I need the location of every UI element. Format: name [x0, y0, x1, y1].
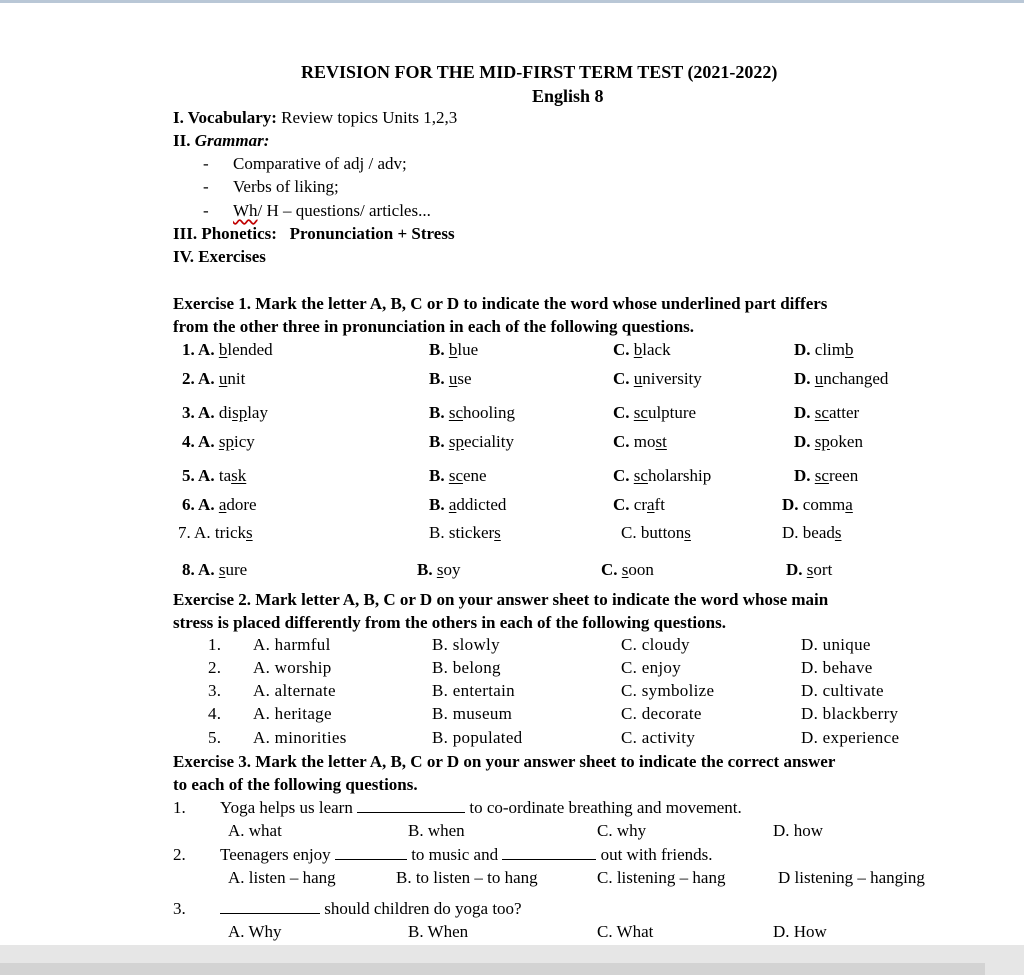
- ex1-q6-option-a: adore: [218, 495, 257, 514]
- vocabulary-text: Review topics Units 1,2,3: [276, 108, 458, 127]
- ex2-q3-number: 3.: [208, 681, 222, 700]
- ex2-q4-number: 4.: [208, 704, 222, 723]
- grammar-item-3: [233, 200, 431, 222]
- ex3-q2-option-a: A. listen – hang: [228, 868, 336, 887]
- ex2-q2-option-a: A. worship: [253, 658, 332, 677]
- ex3-q2-option-b: B. to listen – to hang: [396, 868, 538, 887]
- ex3-q1-after: to co-ordinate breathing and movement.: [465, 798, 742, 817]
- ex1-q5-number: 5. A. task: [182, 466, 247, 485]
- exercises-heading: IV. Exercises: [173, 247, 266, 266]
- ex1-q8-option-c: C. soon: [601, 560, 654, 579]
- ex1-q2-option-b: B. use: [429, 369, 472, 388]
- vocabulary-line: [173, 107, 457, 129]
- ex2-q1-option-d: D. unique: [801, 635, 871, 654]
- exercise3-instruction-line1: Exercise 3. Mark the letter A, B, C or D on your answer sheet to indicate the correct answer: [173, 752, 836, 771]
- ex1-q8-number: 8. A. sure: [182, 560, 248, 579]
- grammar-item-2: Verbs of liking;: [233, 177, 339, 196]
- ex1-q3-option-a: display: [218, 403, 268, 422]
- ex3-q3-blank: [220, 899, 320, 914]
- ex1-q7-option-a: tricks: [214, 523, 253, 542]
- ex1-q5-option-a: task: [218, 466, 247, 485]
- ex3-q2-before: Teenagers enjoy: [220, 845, 335, 864]
- horizontal-scrollbar-track[interactable]: [0, 945, 1024, 975]
- ex1-q4-option-b: B. speciality: [429, 432, 514, 451]
- ex2-q5-option-a: A. minorities: [253, 728, 347, 747]
- grammar-bullet-3: -: [203, 201, 209, 220]
- exercise2-instruction-line1: Exercise 2. Mark letter A, B, C or D on your answer sheet to indicate the word whose main: [173, 590, 829, 609]
- ex2-q1-number: 1.: [208, 635, 222, 654]
- ex3-q2-after: out with friends.: [596, 845, 713, 864]
- ex3-q2-option-d: D listening – hanging: [778, 868, 925, 887]
- ex1-q2-option-a: unit: [218, 369, 246, 388]
- phonetics-text: Pronunciation + Stress: [289, 224, 455, 243]
- ex3-q1-option-b: B. when: [408, 821, 465, 840]
- exercise1-instruction-line1: Exercise 1. Mark the letter A, B, C or D to indicate the word whose underlined part differs: [173, 294, 828, 313]
- ex1-q7-option-b: B. stickers: [429, 523, 501, 542]
- page-subtitle: English 8: [532, 86, 604, 106]
- grammar-bullet-1: -: [203, 154, 209, 173]
- exercise2-instruction-line2: stress is placed differently from the others in each of the following questions.: [173, 613, 726, 632]
- grammar-heading: [173, 130, 269, 152]
- ex1-q1-option-d: D. climb: [794, 340, 854, 359]
- ex3-q1-stem: [220, 797, 742, 819]
- ex1-q4-option-c: C. most: [613, 432, 667, 451]
- ex1-q1-option-a: blended: [218, 340, 273, 359]
- ex2-q5-number: 5.: [208, 728, 222, 747]
- ex1-q8-option-d: D. sort: [786, 560, 833, 579]
- ex1-q3-option-b: B. schooling: [429, 403, 515, 422]
- ex3-q2-option-c: C. listening – hang: [597, 868, 726, 887]
- ex1-q3-option-d: D. scatter: [794, 403, 860, 422]
- ex3-q3-option-c: C. What: [597, 922, 654, 941]
- ex2-q5-option-c: C. activity: [621, 728, 696, 747]
- exercise3-instruction-line2: to each of the following questions.: [173, 775, 418, 794]
- ex1-q4-option-d: D. spoken: [794, 432, 863, 451]
- ex3-q3-after: should children do yoga too?: [320, 899, 522, 918]
- ex2-q5-option-d: D. experience: [801, 728, 900, 747]
- ex3-q1-before: Yoga helps us learn: [220, 798, 358, 817]
- ex2-q3-option-a: A. alternate: [253, 681, 336, 700]
- ex1-q6-option-b: B. addicted: [429, 495, 507, 514]
- ex2-q4-option-a: A. heritage: [253, 704, 332, 723]
- ex1-q3-option-c: C. sculpture: [613, 403, 697, 422]
- ex1-q5-option-b: B. scene: [429, 466, 487, 485]
- window-top-border: [0, 0, 1024, 3]
- ex1-q1-option-c: C. black: [613, 340, 671, 359]
- ex3-q1-blank: [357, 798, 465, 813]
- ex1-q4-number: 4. A. spicy: [182, 432, 255, 451]
- ex1-q6-option-d: D. comma: [782, 495, 853, 514]
- ex2-q2-option-b: B. belong: [432, 658, 501, 677]
- ex2-q1-option-a: A. harmful: [253, 635, 331, 654]
- grammar-item-3-text: / H – questions/ articles...: [257, 201, 431, 220]
- vocabulary-label: I. Vocabulary:: [173, 108, 277, 127]
- ex1-q7-option-c: C. buttons: [621, 523, 691, 542]
- ex1-q8-option-b: B. soy: [417, 560, 461, 579]
- phonetics-label: III. Phonetics:: [173, 224, 277, 243]
- ex1-q4-option-a: spicy: [218, 432, 255, 451]
- ex2-q2-number: 2.: [208, 658, 222, 677]
- horizontal-scrollbar-thumb[interactable]: [0, 963, 985, 975]
- ex3-q3-option-b: B. When: [408, 922, 469, 941]
- ex3-q2-blank-1: [335, 845, 407, 860]
- ex3-q3-option-d: D. How: [773, 922, 827, 941]
- ex1-q1-option-b: B. blue: [429, 340, 479, 359]
- exercise1-instruction-line2: from the other three in pronunciation in each of the following questions.: [173, 317, 695, 336]
- ex1-q2-number: 2. A. unit: [182, 369, 246, 388]
- ex2-q4-option-d: D. blackberry: [801, 704, 899, 723]
- ex3-q1-number: 1.: [173, 798, 186, 817]
- ex3-q1-option-d: D. how: [773, 821, 824, 840]
- phonetics-heading: [173, 223, 455, 245]
- ex3-q3-number: 3.: [173, 899, 186, 918]
- ex1-q8-option-a: sure: [218, 560, 248, 579]
- grammar-label: II.: [173, 131, 195, 150]
- ex2-q3-option-c: C. symbolize: [621, 681, 715, 700]
- ex1-q7-option-d: D. beads: [782, 523, 842, 542]
- ex2-q2-option-c: C. enjoy: [621, 658, 682, 677]
- ex1-q5-option-d: D. screen: [794, 466, 859, 485]
- ex2-q2-option-d: D. behave: [801, 658, 873, 677]
- ex3-q2-stem: [220, 844, 712, 866]
- spellcheck-word[interactable]: Wh: [233, 201, 258, 220]
- ex1-q6-number: 6. A. adore: [182, 495, 257, 514]
- ex2-q4-option-b: B. museum: [432, 704, 513, 723]
- ex2-q1-option-c: C. cloudy: [621, 635, 690, 654]
- ex2-q3-option-d: D. cultivate: [801, 681, 884, 700]
- page-title: REVISION FOR THE MID-FIRST TERM TEST (2021-2022): [301, 62, 778, 82]
- ex3-q3-option-a: A. Why: [228, 922, 282, 941]
- ex3-q1-option-a: A. what: [228, 821, 282, 840]
- ex1-q2-option-d: D. unchanged: [794, 369, 889, 388]
- ex3-q2-mid: to music and: [406, 845, 503, 864]
- grammar-bullet-2: -: [203, 177, 209, 196]
- ex1-q3-number: 3. A. display: [182, 403, 268, 422]
- grammar-label-italic: Grammar:: [194, 131, 270, 150]
- ex3-q1-option-c: C. why: [597, 821, 647, 840]
- ex3-q2-number: 2.: [173, 845, 186, 864]
- ex2-q5-option-b: B. populated: [432, 728, 523, 747]
- ex3-q3-stem: [220, 898, 522, 920]
- ex2-q1-option-b: B. slowly: [432, 635, 500, 654]
- ex3-q2-blank-2: [502, 845, 596, 860]
- grammar-item-1: Comparative of adj / adv;: [233, 154, 407, 173]
- ex2-q4-option-c: C. decorate: [621, 704, 702, 723]
- ex1-q5-option-c: C. scholarship: [613, 466, 712, 485]
- ex2-q3-option-b: B. entertain: [432, 681, 515, 700]
- ex1-q7-number: 7. A. tricks: [178, 523, 253, 542]
- ex1-q1-number: 1. A. blended: [182, 340, 273, 359]
- ex1-q2-option-c: C. university: [613, 369, 702, 388]
- ex1-q6-option-c: C. craft: [613, 495, 665, 514]
